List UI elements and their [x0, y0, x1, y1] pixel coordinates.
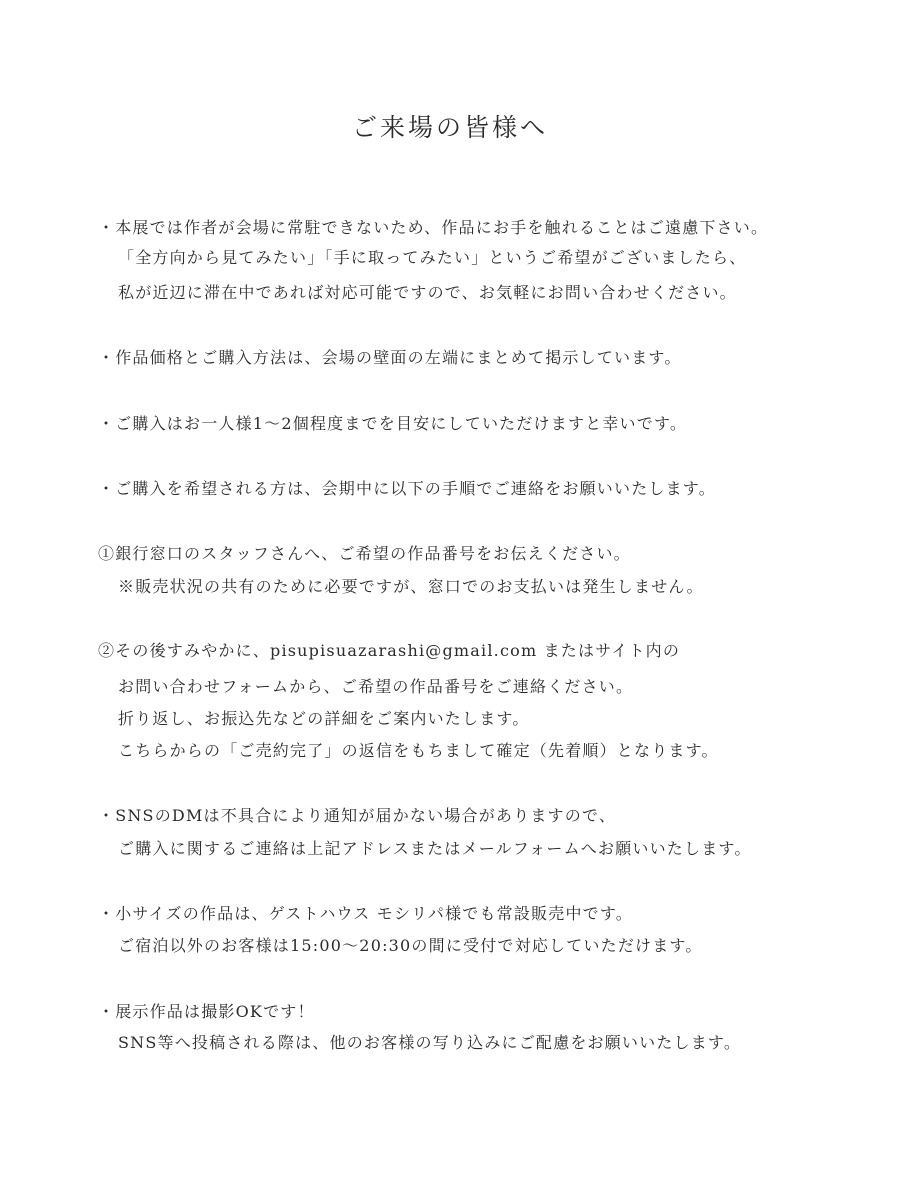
notice-no-touch-detail: 「全方向から見てみたい」「手に取ってみたい」というご希望がございましたら、	[118, 248, 747, 267]
step-2-line-4: こちらからの「ご売約完了」の返信をもちまして確定（先着順）となります。	[118, 741, 719, 760]
notice-sns-dm: ・SNSのDMは不具合により通知が届かない場合がありますので、	[98, 806, 617, 825]
step-2: ②その後すみやかに、pisupisuazarashi@gmail.com またはサイト内の	[98, 641, 681, 660]
step-1: ①銀行窓口のスタッフさんへ、ご希望の作品番号をお伝えください。	[98, 544, 631, 563]
page-title: ご来場の皆様へ	[351, 113, 548, 142]
step-1-note: ※販売状況の共有のために必要ですが、窓口でのお支払いは発生しません。	[118, 577, 704, 596]
notice-purchase-procedure: ・ご購入を希望される方は、会期中に以下の手順でご連絡をお願いいたします。	[98, 479, 716, 498]
notice-no-touch-contact: 私が近辺に滞在中であれば対応可能ですので、お気軽にお問い合わせください。	[118, 283, 737, 302]
notice-price-info: ・作品価格とご購入方法は、会場の壁面の左端にまとめて掲示しています。	[98, 348, 682, 367]
step-2-line-2: お問い合わせフォームから、ご希望の作品番号をご連絡ください。	[118, 677, 634, 696]
step-2-line-3: 折り返し、お振込先などの詳細をご案内いたします。	[118, 709, 530, 728]
notice-no-touch: ・本展では作者が会場に常駐できないため、作品にお手を触れることはご遠慮下さい。	[98, 218, 769, 237]
notice-photo-ok: ・展示作品は撮影OKです！	[98, 1002, 315, 1021]
notice-sns-dm-detail: ご購入に関するご連絡は上記アドレスまたはメールフォームへお願いいたします。	[118, 839, 752, 858]
notice-photo-sns: SNS等へ投稿される際は、他のお客様の写り込みにご配慮をお願いいたします。	[118, 1033, 742, 1052]
notice-small-works: ・小サイズの作品は、ゲストハウス モシリパ様でも常設販売中です。	[98, 904, 634, 923]
notice-small-works-hours: ご宿泊以外のお客様は15:00〜20:30の間に受付で対応していただけます。	[118, 936, 703, 955]
notice-purchase-limit: ・ご購入はお一人様1〜2個程度までを目安にしていただけますと幸いです。	[98, 414, 688, 433]
